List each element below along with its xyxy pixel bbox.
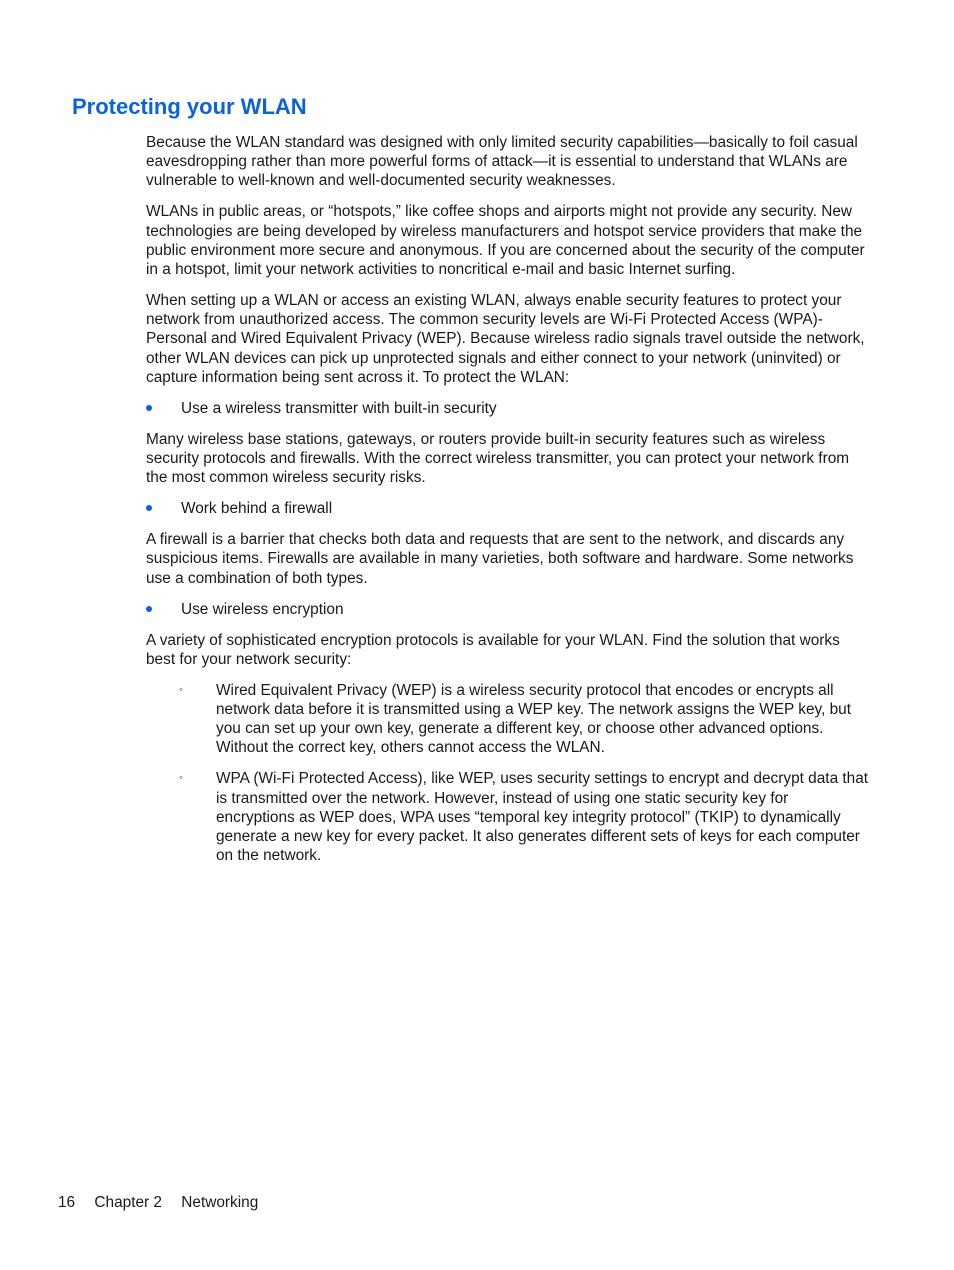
footer-chapter: Chapter 2 [94, 1194, 162, 1211]
bullet-item [146, 600, 870, 619]
sub-bullet-text: Wired Equivalent Privacy (WEP) is a wireless security protocol that encodes or encrypts all network data before it is transmitted using a WEP key. The network assigns the WEP key, but you can set up your own key, generate a different key, or choose other advanced options. Without the correct key, others cannot access the WLAN. [216, 681, 852, 757]
section-heading: Protecting your WLAN [72, 94, 307, 119]
bullet-description: A variety of sophisticated encryption protocols is available for your WLAN. Find the solution that works best for your network security: [146, 631, 840, 668]
footer-section: Networking [181, 1194, 259, 1211]
bullet-dot-icon [146, 606, 152, 612]
body-text [146, 133, 870, 877]
bullet-dot-icon [146, 505, 152, 511]
bullet-title: Use wireless encryption [181, 600, 344, 618]
bullet-description: Many wireless base stations, gateways, or routers provide built-in security features such as wireless security protocols and firewalls. With the correct wireless transmitter, you can protect your network from the most common wireless security risks. [146, 430, 850, 487]
page-footer [58, 1193, 273, 1212]
sub-bullet-circle-icon: ◦ [179, 683, 183, 696]
sub-bullet-circle-icon: ◦ [179, 772, 183, 785]
bullet-item [146, 499, 870, 518]
sub-bullet-text: WPA (Wi-Fi Protected Access), like WEP, uses security settings to encrypt and decrypt data that is transmitted over the network. However, instead of using one static security key for encryptions as WEP does, WPA uses “temporal key integrity protocol” (TKIP) to dynamically generate a new key for every packet. It also generates different sets of keys for each computer on the network. [216, 770, 869, 865]
page-number: 16 [58, 1194, 76, 1211]
sub-bullet-item [179, 681, 870, 758]
bullet-title: Work behind a firewall [181, 500, 333, 518]
paragraph: Because the WLAN standard was designed with only limited security capabilities—basically to foil casual eavesdropping rather than more powerful forms of attack—it is essential to understand that WLANs are vulnerable to well-known and well-documented security weaknesses. [146, 134, 858, 190]
sub-bullet-item [179, 769, 870, 865]
bullet-item [146, 399, 870, 418]
bullet-title: Use a wireless transmitter with built-in security [181, 399, 497, 417]
paragraph: When setting up a WLAN or access an existing WLAN, always enable security features to protect your network from unauthorized access. The common security levels are Wi-Fi Protected Access (WPA)-Personal and Wired Equivalent Privacy (WEP). Because wireless radio signals travel outside the network, other WLAN devices can pick up unprotected signals and either connect to your network (uninvited) or capture information being sent across it. To protect the WLAN: [146, 292, 865, 386]
paragraph: WLANs in public areas, or “hotspots,” like coffee shops and airports might not provide any security. New technologies are being developed by wireless manufacturers and hotspot service providers that make the public environment more secure and anonymous. If you are concerned about the security of the computer in a hotspot, limit your network activities to noncritical e-mail and basic Internet surfing. [146, 203, 865, 279]
bullet-dot-icon [146, 405, 152, 411]
bullet-description: A firewall is a barrier that checks both data and requests that are sent to the network, and discards any suspicious items. Firewalls are available in many varieties, both software and hardware. Some networks use a combination of both types. [146, 531, 854, 587]
